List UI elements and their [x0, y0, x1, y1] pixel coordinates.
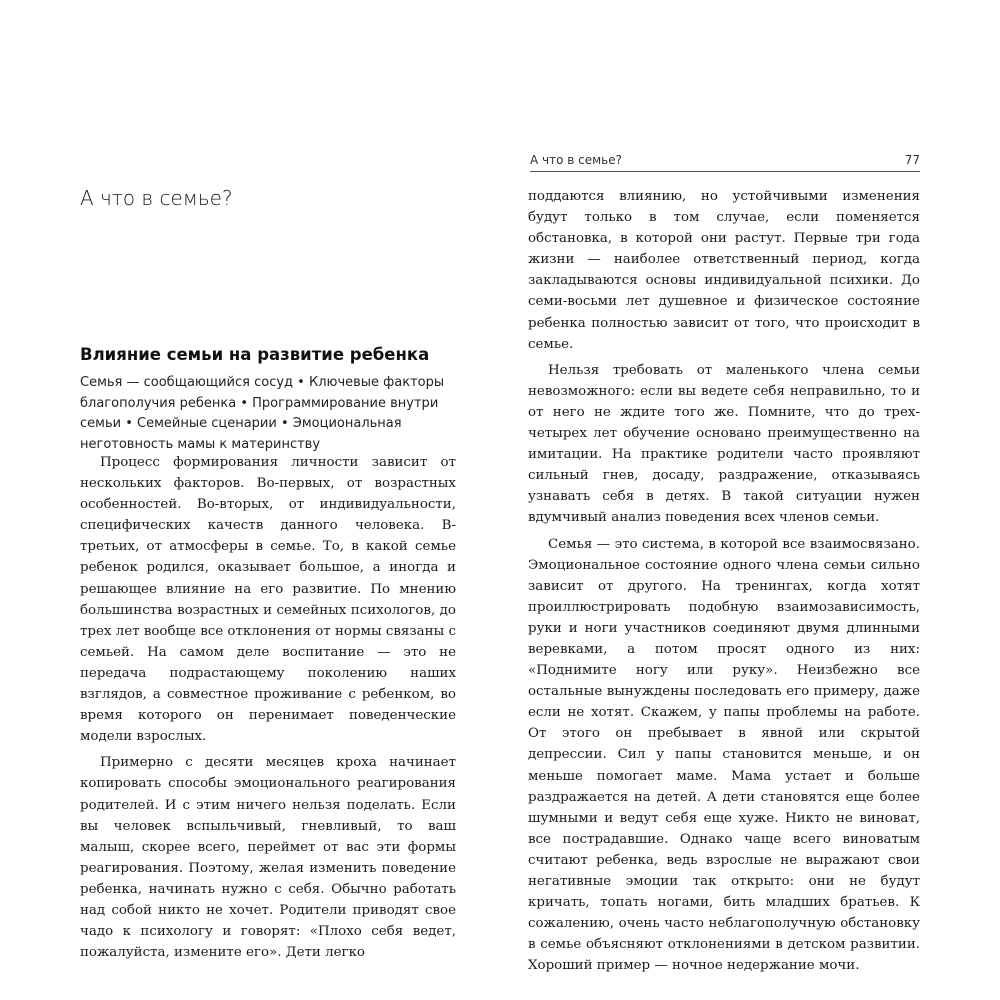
paragraph: Примерно с десяти месяцев кроха начинает копировать способы эмоционального реагирования родителей. И с этим ничего нельзя поделать. Если вы человек вспыльчивый, гневливый, то ваш малыш, скорее всего, переймет от вас эти формы реагирования. Поэтому, желая изменить поведение ребенка, начинать нужно с себя. Обычно работать над собой никто не хочет. Родители приводят свое чадо к психологу и говорят: «Плохо себя ведет, пожалуйста, измените его». Дети легко — [80, 755, 456, 961]
right-body-text — [528, 186, 920, 976]
paragraph: Семья — это система, в которой все взаимосвязано. Эмоциональное состояние одного члена семьи сильно зависит от другого. На тренингах, когда хотят проиллюстрировать подобную взаимозависимость, руки и ноги участников соединяют двумя длинными веревками, а потом просят одного из них: «Поднимите ногу или руку». Неизбежно все остальные вынуждены последовать его примеру, даже если не хотят. Скажем, у папы проблемы на работе. От этого он пребывает в явной или скрытой депрессии. Сил у папы становится меньше, и он меньше помогает маме. Мама устает и больше раздражается на детей. А дети становятся еще более шумными и ведут себя еще хуже. Никто не виноват, все пострадавшие. Однако чаще всего виноватым считают ребенка, ведь взрослые не выражают свои негативные эмоции так открыто: они не будут кричать, топать ногами, бить младших братьев. К сожалению, очень часто неблагополучную обстановку в семье объясняют отклонениями в детском развитии. Хороший пример — ночное недержание мочи. — [528, 536, 920, 974]
paragraph: поддаются влиянию, но устойчивыми изменения будут только в том случае, если поменяется обстановка, в которой они растут. Первые три года жизни — наиболее ответственный период, когда закладываются основы индивидуальной психики. До семи-восьми лет душевное и физическое состояние ребенка полностью зависит от того, что происходит в семье. — [528, 189, 920, 352]
running-header — [530, 153, 920, 172]
page-number: 77 — [904, 153, 920, 167]
paragraph: Процесс формирования личности зависит от нескольких факторов. Во-первых, от возрастных особенностей. Во-вторых, от индивидуальности, специфических качеств данного человека. В-третьих, от атмосферы в семье. То, в какой семье ребенок родился, оказывает большое, а иногда и решающее влияние на его развитие. По мнению большинства возрастных и семейных психологов, до трех лет вообще все отклонения от нормы связаны с семьей. На самом деле воспитание — это не передача подрастающему поколению наших взглядов, а совместное проживание с ребенком, во время которого он перенимает поведенческие модели взрослых. — [80, 455, 456, 745]
section-summary: Семья — сообщающийся сосуд • Ключевые факторы благополучия ребенка • Программирование внутри семьи • Семейные сценарии • Эмоциональная неготовность мамы к материнству — [80, 375, 445, 452]
right-page — [500, 0, 1000, 1000]
paragraph: Нельзя требовать от маленького члена семьи невозможного: если вы ведете себя неправильно, то и от него не ждите того же. Помните, что до трех-четырех лет обучение основано преимущественно на имитации. На практике родители часто проявляют сильный гнев, досаду, раздражение, отказываясь узнавать себя в детях. В такой ситуации нужен вдумчивый анализ поведения всех членов семьи. — [528, 362, 920, 526]
section-heading: Влияние семьи на развитие ребенка — [80, 345, 430, 364]
left-body-text — [80, 452, 456, 963]
running-header-title: А что в семье? — [530, 153, 623, 167]
chapter-title: А что в семье? — [80, 186, 233, 210]
